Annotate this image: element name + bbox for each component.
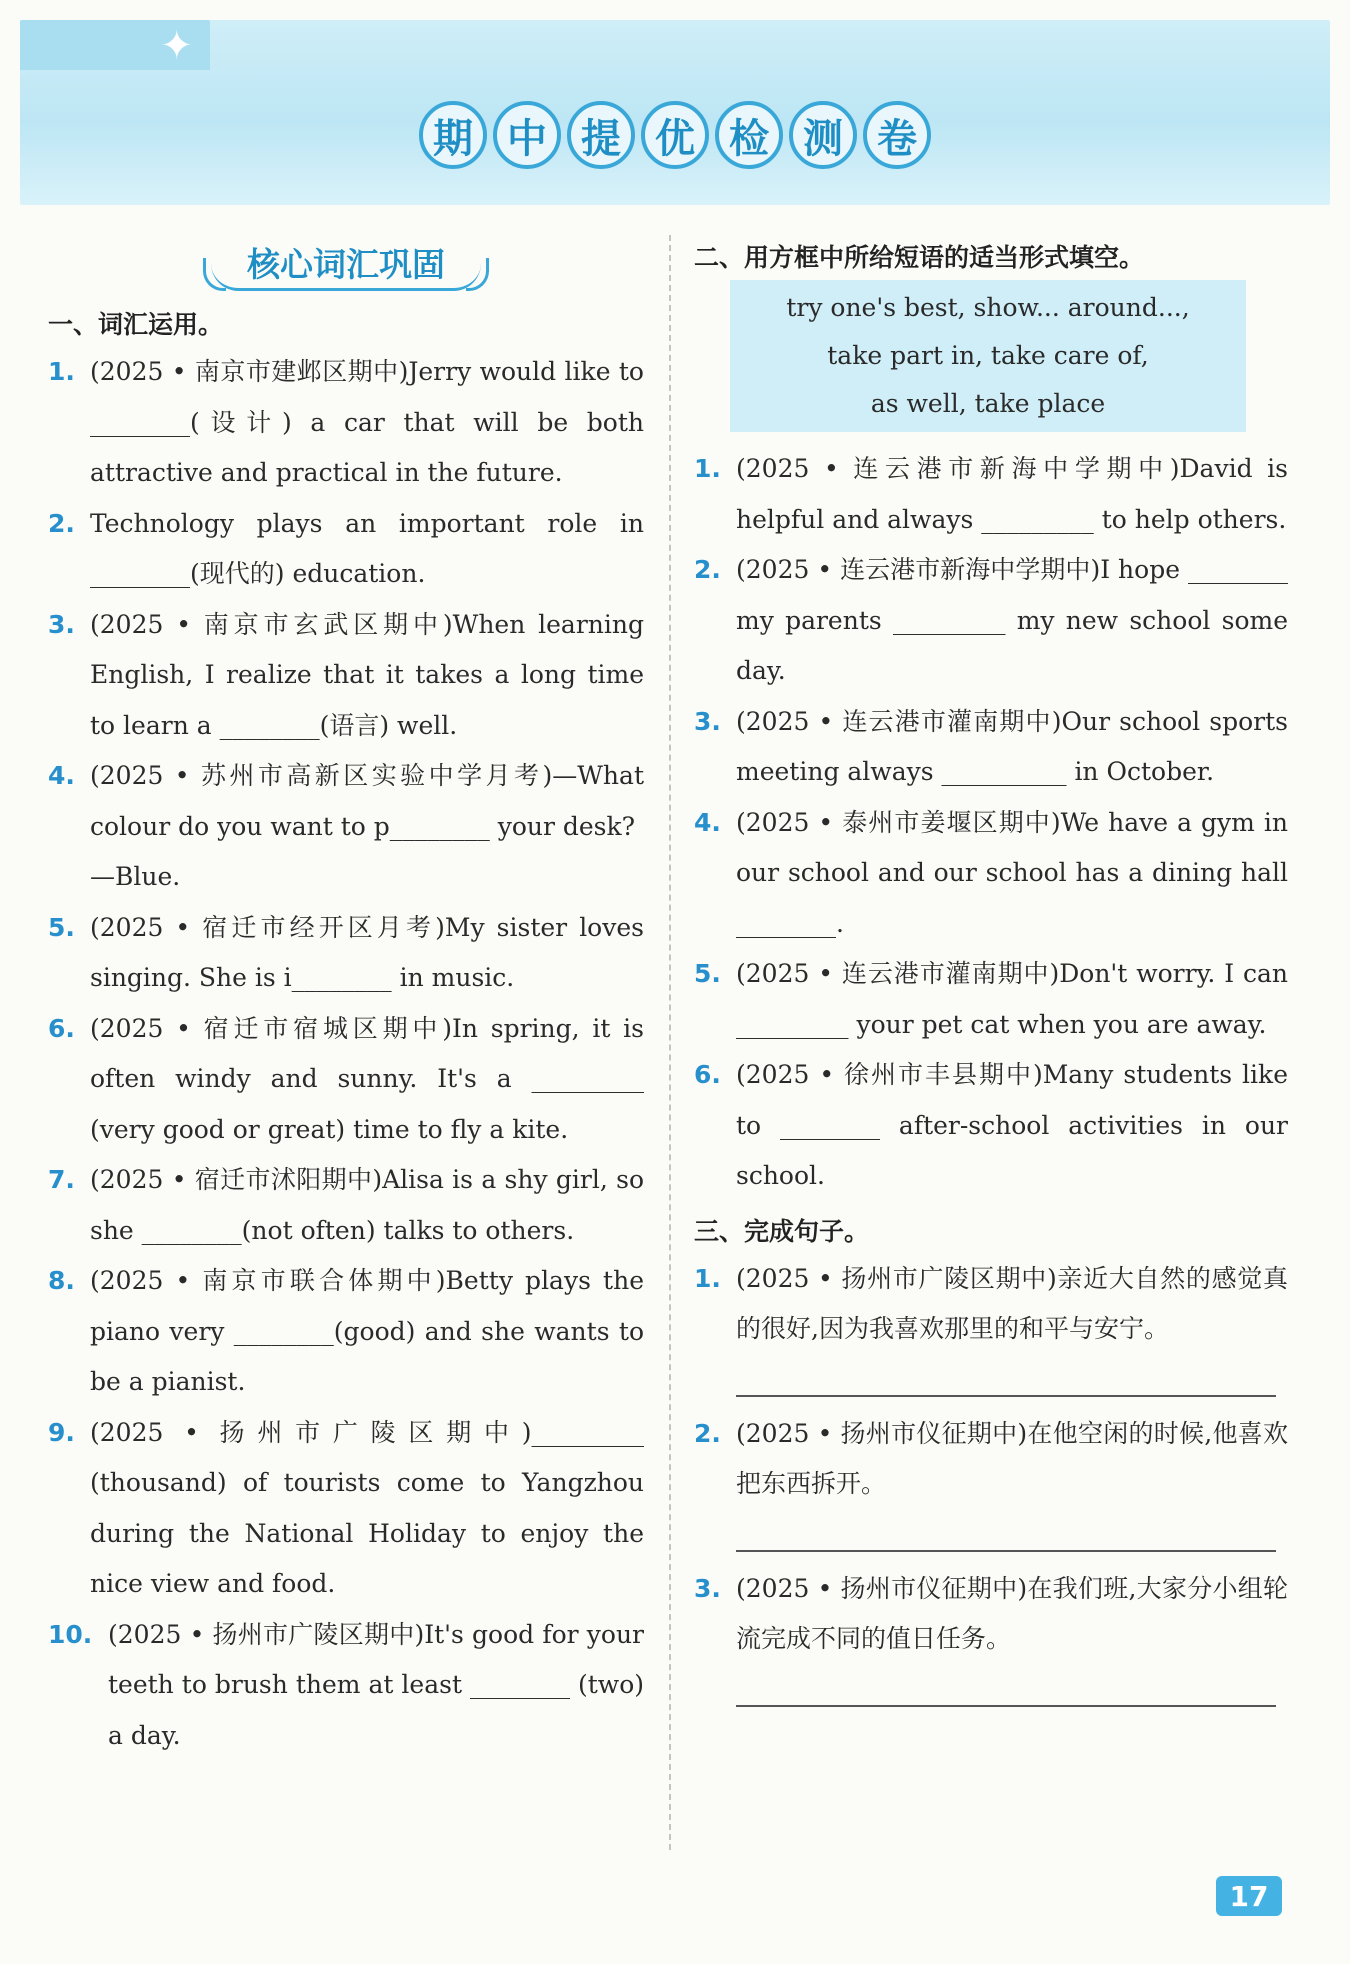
- question-number: 1.: [48, 357, 75, 386]
- phrase-box: [730, 280, 1246, 432]
- question-text: (2025 • 扬州市广陵区期中)_________ (thousand) of tourists come to Yangzhou during the National Holiday to enjoy the nice view and food.: [90, 1417, 644, 1598]
- question-text: (2025 • 宿迁市沭阳期中)Alisa is a shy girl, so she ________(not often) talks to others.: [90, 1165, 644, 1245]
- question-item: [694, 1050, 1288, 1202]
- question-number: 3.: [694, 706, 721, 736]
- question-item: [48, 1004, 644, 1156]
- question-text: (2025 • 宿迁市宿城区期中)In spring, it is often windy and sunny. It's a _________ (very good or great) time to fly a kite.: [90, 1013, 644, 1144]
- page-number: 17: [1216, 1876, 1282, 1916]
- question-item: [48, 1408, 644, 1610]
- title-char: 期: [419, 101, 487, 169]
- question-number: 6.: [48, 1013, 75, 1043]
- question-text: (2025 • 徐州市丰县期中)Many students like to ________ after-school activities in our school.: [736, 1060, 1288, 1190]
- question-text: (2025 • 宿迁市经开区月考)My sister loves singing. She is i________ in music.: [90, 912, 644, 992]
- question-item: [48, 903, 644, 1004]
- question-text: (2025 • 苏州市高新区实验中学月考)—What colour do you want to p________ your desk?: [90, 761, 644, 841]
- question-item: [48, 1610, 644, 1762]
- question-text: (2025 • 连云港市灌南期中)Don't worry. I can _________ your pet cat when you are away.: [736, 959, 1288, 1039]
- phrase-line: try one's best, show... around...,: [786, 293, 1190, 322]
- question-number: 2.: [694, 555, 721, 584]
- question-number: 1.: [694, 1263, 721, 1293]
- question-number: 4.: [48, 761, 75, 790]
- answer-line[interactable]: [736, 1355, 1276, 1397]
- question-number: 1.: [694, 454, 721, 483]
- answer-line[interactable]: [736, 1665, 1276, 1707]
- question-item: [48, 1155, 644, 1256]
- question-number: 5.: [48, 912, 75, 942]
- question-item: [694, 1564, 1288, 1665]
- question-number: 10.: [48, 1619, 93, 1649]
- question-item: [48, 499, 644, 600]
- left-column: [48, 228, 644, 1761]
- question-number: 5.: [694, 959, 721, 988]
- question-text: (2025 • 南京市建邺区期中)Jerry would like to ________(设计) a car that will be both attractive and practical in the future.: [90, 357, 644, 487]
- title-char: 测: [789, 101, 857, 169]
- question-text: (2025 • 泰州市姜堰区期中)We have a gym in our school and our school has a dining hall ________.: [736, 807, 1288, 938]
- question-number: [48, 852, 90, 903]
- phrase-line: take part in, take care of,: [827, 341, 1149, 370]
- right-column: [694, 228, 1288, 1719]
- section-title: 核心词汇巩固: [211, 236, 481, 291]
- question-text: —Blue.: [90, 862, 181, 891]
- question-item: [694, 1254, 1288, 1355]
- question-item: [694, 545, 1288, 697]
- column-divider: [669, 235, 671, 1850]
- answer-line[interactable]: [736, 1510, 1276, 1552]
- question-text: (2025 • 扬州市广陵区期中)It's good for your teeth to brush them at least ________ (two) a day.: [108, 1619, 644, 1750]
- question-number: 6.: [694, 1060, 721, 1089]
- question-text: (2025 • 南京市玄武区期中)When learning English, I realize that it takes a long time to learn a ________(语言) well.: [90, 609, 644, 740]
- question-text: (2025 • 连云港市灌南期中)Our school sports meeting always __________ in October.: [736, 706, 1288, 786]
- title-char: 优: [641, 101, 709, 169]
- question-text: (2025 • 连云港市新海中学期中)David is helpful and always _________ to help others.: [736, 454, 1288, 534]
- question-text: (2025 • 扬州市仪征期中)在我们班,大家分小组轮流完成不同的值日任务。: [736, 1573, 1288, 1653]
- title-char: 提: [567, 101, 635, 169]
- question-item: [48, 347, 644, 499]
- question-number: 9.: [48, 1417, 75, 1447]
- question-item: [694, 1409, 1288, 1510]
- question-text: (2025 • 扬州市仪征期中)在他空闲的时候,他喜欢把东西拆开。: [736, 1418, 1288, 1498]
- question-number: 7.: [48, 1165, 75, 1194]
- question-number: 4.: [694, 807, 721, 837]
- question-item: [48, 751, 644, 852]
- section-heading-sentences: 三、完成句子。: [694, 1216, 870, 1246]
- question-item: [48, 600, 644, 752]
- question-item: [48, 1256, 644, 1408]
- question-number: 2.: [48, 508, 75, 538]
- question-text: (2025 • 南京市联合体期中)Betty plays the piano very ________(good) and she wants to be a pianist.: [90, 1266, 644, 1396]
- question-number: 3.: [694, 1573, 721, 1603]
- question-number: 3.: [48, 609, 75, 639]
- question-item: [694, 949, 1288, 1050]
- section-heading-phrases: 二、用方框中所给短语的适当形式填空。: [694, 243, 1145, 272]
- question-number: 8.: [48, 1266, 75, 1295]
- question-text: (2025 • 扬州市广陵区期中)亲近大自然的感觉真的很好,因为我喜欢那里的和平与安宁。: [736, 1263, 1288, 1343]
- phrase-line: as well, take place: [870, 389, 1106, 418]
- question-text: Technology plays an important role in ________(现代的) education.: [90, 508, 644, 588]
- question-text: (2025 • 连云港市新海中学期中)I hope ________ my parents _________ my new school some day.: [736, 555, 1288, 685]
- page-title: [0, 100, 1350, 170]
- question-number: 2.: [694, 1418, 721, 1448]
- section-heading-vocab: 一、词汇运用。: [48, 310, 224, 339]
- question-item: [694, 697, 1288, 798]
- question-item: [694, 444, 1288, 545]
- title-char: 检: [715, 101, 783, 169]
- star-icon: ✦: [160, 23, 194, 69]
- question-item: [694, 798, 1288, 950]
- question-item: [48, 852, 644, 903]
- title-char: 卷: [863, 101, 931, 169]
- title-char: 中: [493, 101, 561, 169]
